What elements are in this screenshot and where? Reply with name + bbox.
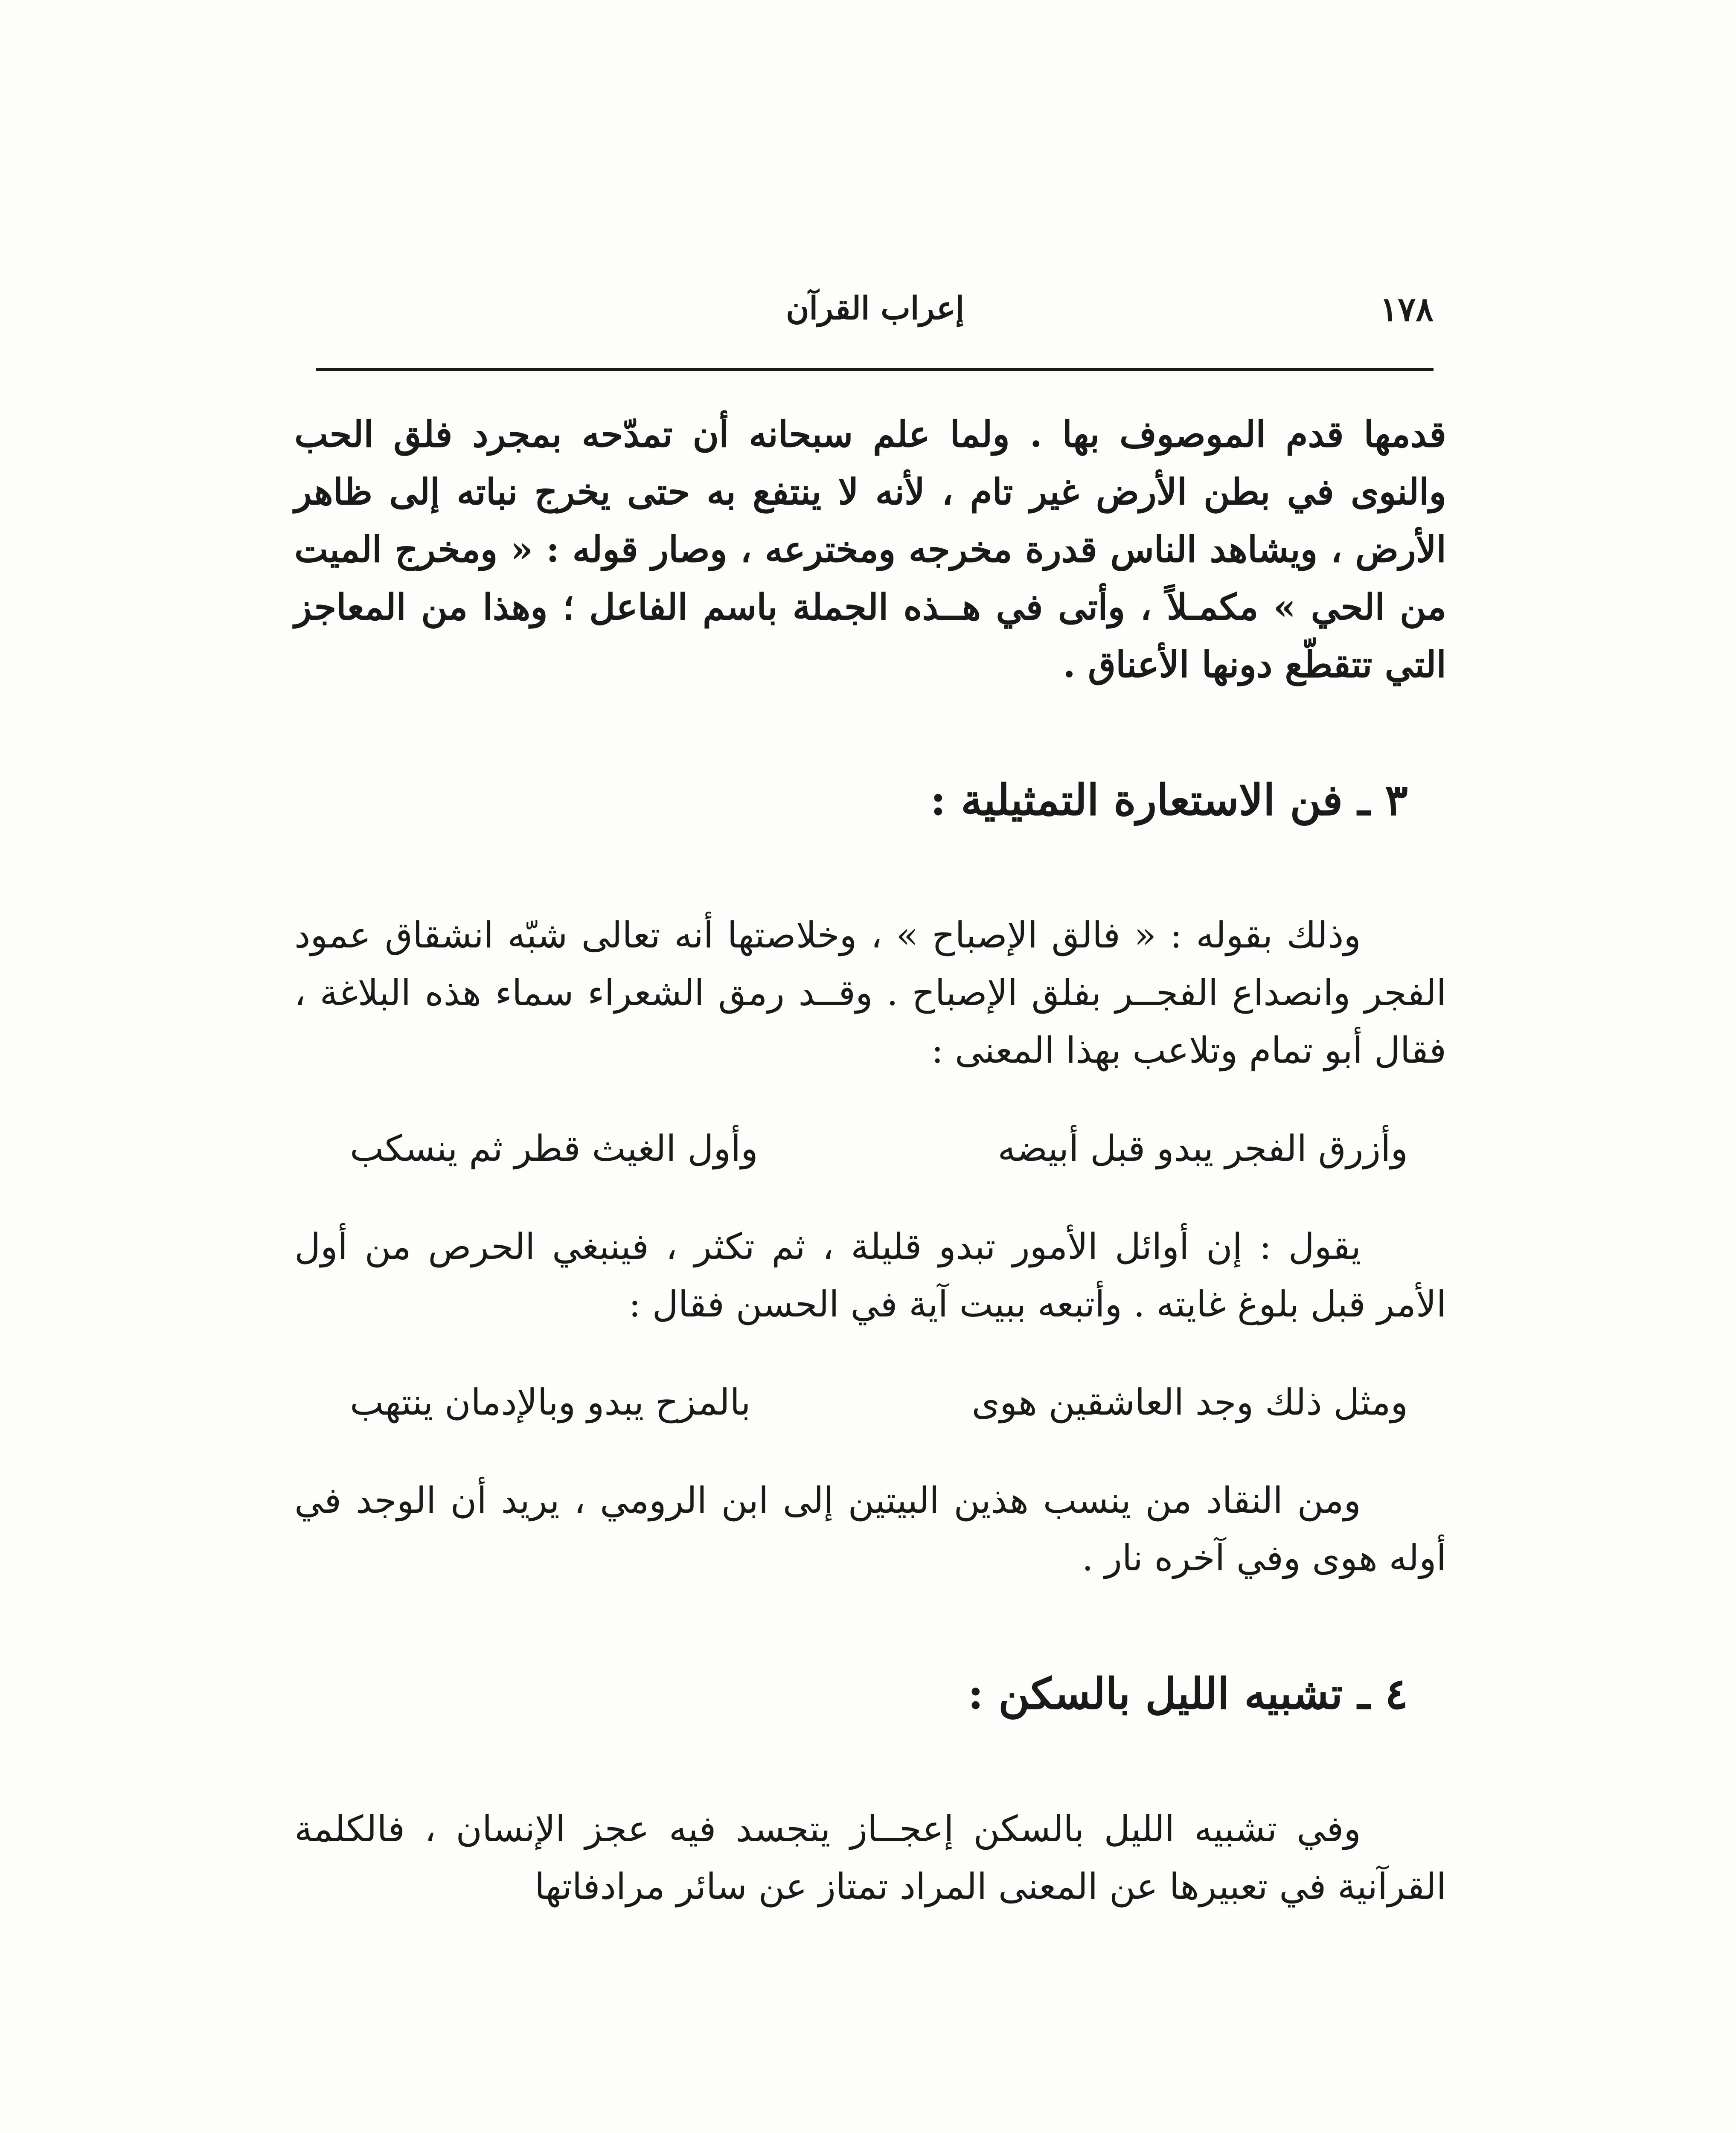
page-body xyxy=(294,405,1446,1915)
verse-2-second-hemistich: بالمزح يبدو وبالإدمان ينتهب xyxy=(350,1381,751,1423)
section-heading-3: ٣ ـ فن الاستعارة التمثيلية : xyxy=(930,775,1408,825)
section-heading-4: ٤ ـ تشبيه الليل بالسكن : xyxy=(968,1668,1408,1719)
paragraph-1: قدمها قدم الموصوف بها . ولما علم سبحانه أن تمدّحه بمجرد فلق الحب والنوى في بطن الأرض غير تام ، لأنه لا ينتفع به حتى يخرج نباته إلى ظاهر الأرض ، ويشاهد الناس قدرة مخرجه ومخترعه ، وصار قوله : « ومخرج الميت من الحي » مكمـلاً ، وأتى في هــذه الجملة باسم الفاعل ؛ وهذا من المعاجز التي تتقطّع دونها الأعناق . xyxy=(294,413,1446,686)
header-rule xyxy=(316,368,1434,371)
verse-1-second-hemistich: وأول الغيث قطر ثم ينسكب xyxy=(350,1128,758,1169)
page-header xyxy=(316,290,1434,375)
verse-1 xyxy=(350,1120,1408,1177)
verse-2-first-hemistich: ومثل ذلك وجد العاشقين هوى xyxy=(971,1381,1408,1423)
running-title: إعراب القرآن xyxy=(786,290,964,327)
paragraph-4: ومن النقاد من ينسب هذين البيتين إلى ابن الرومي ، يريد أن الوجد في أوله هوى وفي آخره نار . xyxy=(294,1479,1446,1579)
verse-1-first-hemistich: وأزرق الفجر يبدو قبل أبيضه xyxy=(997,1128,1408,1169)
paragraph-3: يقول : إن أوائل الأمور تبدو قليلة ، ثم تكثر ، فينبغي الحرص من أول الأمر قبل بلوغ غايته . وأتبعه ببيت آية في الحسن فقال : xyxy=(294,1226,1446,1325)
page-number: ١٧٨ xyxy=(1380,290,1434,329)
paragraph-2: وذلك بقوله : « فالق الإصباح » ، وخلاصتها أنه تعالى شبّه انشقاق عمود الفجر وانصداع الفجــر بفلق الإصباح . وقــد رمق الشعراء سماء هذه البلاغة ، فقال أبو تمام وتلاعب بهذا المعنى : xyxy=(294,914,1446,1071)
paragraph-5: وفي تشبيه الليل بالسكن إعجــاز يتجسد فيه عجز الإنسان ، فالكلمة القرآنية في تعبيرها عن المعنى المراد تمتاز عن سائر مرادفاتها xyxy=(294,1808,1446,1907)
verse-2 xyxy=(350,1374,1408,1431)
